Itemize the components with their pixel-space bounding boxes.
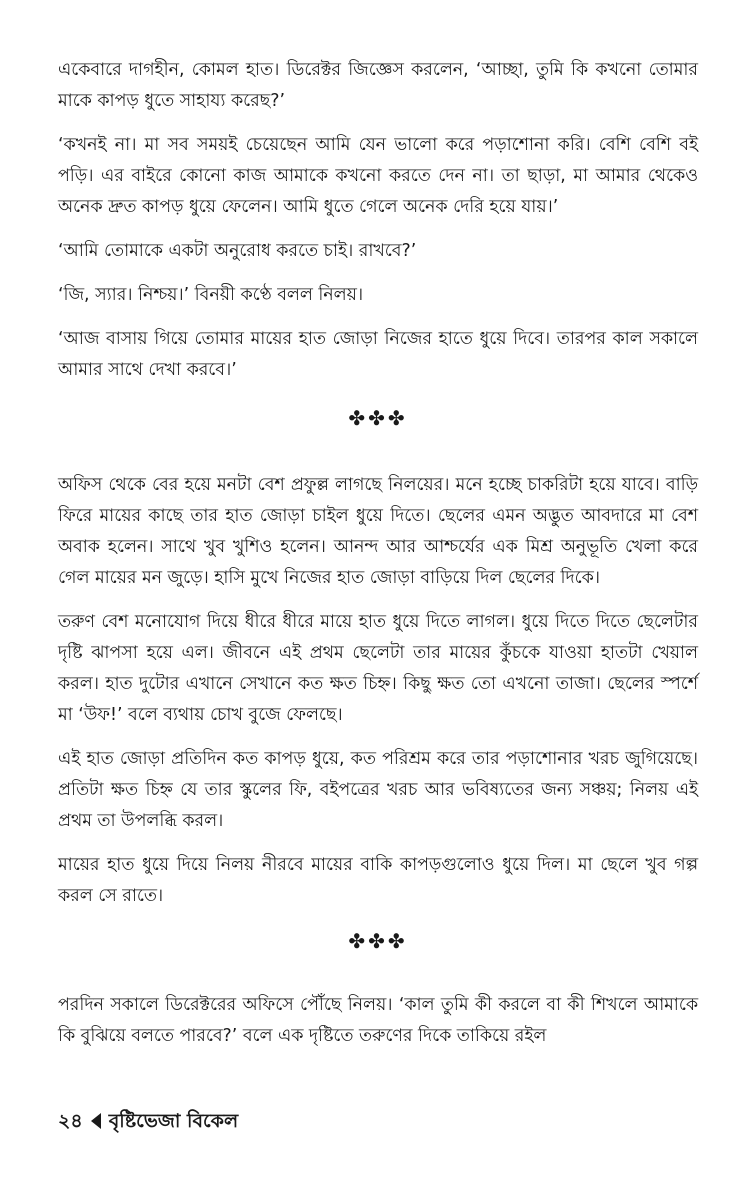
paragraph: তরুণ বেশ মনোযোগ দিয়ে ধীরে ধীরে মায়ে হাত ধুয়ে দিতে লাগল। ধুয়ে দিতে দিতে ছেলেটার দৃষ্টি ঝাপসা হয়ে এল। জীবনে এই প্রথম ছেলেটা তার মায়ের কুঁচকে যাওয়া হাতটা খেয়াল করল। হাত দুটোর এখানে সেখানে কত ক্ষত চিহ্ন। কিছু ক্ষত তো এখনো তাজা। ছেলের স্পর্শে মা ‘উফ!’ বলে ব্যথায় চোখ বুজে ফেলছে। — [58, 612, 698, 725]
page-body — [58, 55, 698, 1065]
paragraph: ‘আমি তোমাকে একটা অনুরোধ করতে চাই। রাখবে?’ — [58, 241, 417, 261]
paragraph: মায়ের হাত ধুয়ে দিয়ে নিলয় নীরবে মায়ের বাকি কাপড়গুলোও ধুয়ে দিল। মা ছেলে খুব গল্প করল সে রাতে। — [58, 855, 698, 906]
book-title: বৃষ্টিভেজা বিকেল — [108, 1110, 239, 1132]
paragraph: অফিস থেকে বের হয়ে মনটা বেশ প্রফুল্ল লাগছে নিলয়ের। মনে হচ্ছে চাকরিটা হয়ে যাবে। বাড়ি ফিরে মায়ের কাছে তার হাত জোড়া চাইল ধুয়ে দিতে। ছেলের এমন অদ্ভুত আবদারে মা বেশ অবাক হলেন। সাথে খুব খুশিও হলেন। আনন্দ আর আশ্চর্যের এক মিশ্র অনুভূতি খেলা করে গেল মায়ের মন জুড়ে। হাসি মুখে নিজের হাত জোড়া বাড়িয়ে দিল ছেলের দিকে। — [58, 475, 698, 588]
paragraph: ‘কখনই না। মা সব সময়ই চেয়েছেন আমি যেন ভালো করে পড়াশোনা করি। বেশি বেশি বই পড়ি। এর বাইরে কোনো কাজ আমাকে কখনো করতে দেন না। তা ছাড়া, মা আমার থেকেও অনেক দ্রুত কাপড় ধুয়ে ফেলেন। আমি ধুতে গেলে অনেক দেরি হয়ে যায়।’ — [58, 135, 698, 217]
triangle-left-icon — [91, 1113, 101, 1129]
paragraph: একেবারে দাগহীন, কোমল হাত। ডিরেক্টর জিজ্ঞেস করলেন, ‘আচ্ছা, তুমি কি কখনো তোমার মাকে কাপড় ধুতে সাহায্য করেছ?’ — [58, 60, 698, 111]
page-number: ২৪ — [58, 1110, 83, 1132]
paragraph: ‘জি, স্যার। নিশ্চয়।’ বিনয়ী কণ্ঠে বলল নিলয়। — [58, 285, 364, 305]
paragraph: ‘আজ বাসায় গিয়ে তোমার মায়ের হাত জোড়া নিজের হাতে ধুয়ে দিবে। তারপর কাল সকালে আমার সাথে দেখা করবে।’ — [58, 329, 698, 380]
section-separator: ✤✤✤ — [348, 406, 408, 430]
page-footer — [58, 1108, 238, 1134]
paragraph: এই হাত জোড়া প্রতিদিন কত কাপড় ধুয়ে, কত পরিশ্রম করে তার পড়াশোনার খরচ জুগিয়েছে। প্রতিটা ক্ষত চিহ্ন যে তার স্কুলের ফি, বইপত্রের খরচ আর ভবিষ্যতের জন্য সঞ্চয়; নিলয় এই প্রথম তা উপলব্ধি করল। — [58, 749, 698, 831]
paragraph: পরদিন সকালে ডিরেক্টরের অফিসে পৌঁছে নিলয়। ‘কাল তুমি কী করলে বা কী শিখলে আমাকে কি বুঝিয়ে বলতে পারবে?’ বলে এক দৃষ্টিতে তরুণের দিকে তাকিয়ে রইল — [58, 995, 698, 1046]
section-separator: ✤✤✤ — [348, 929, 408, 953]
